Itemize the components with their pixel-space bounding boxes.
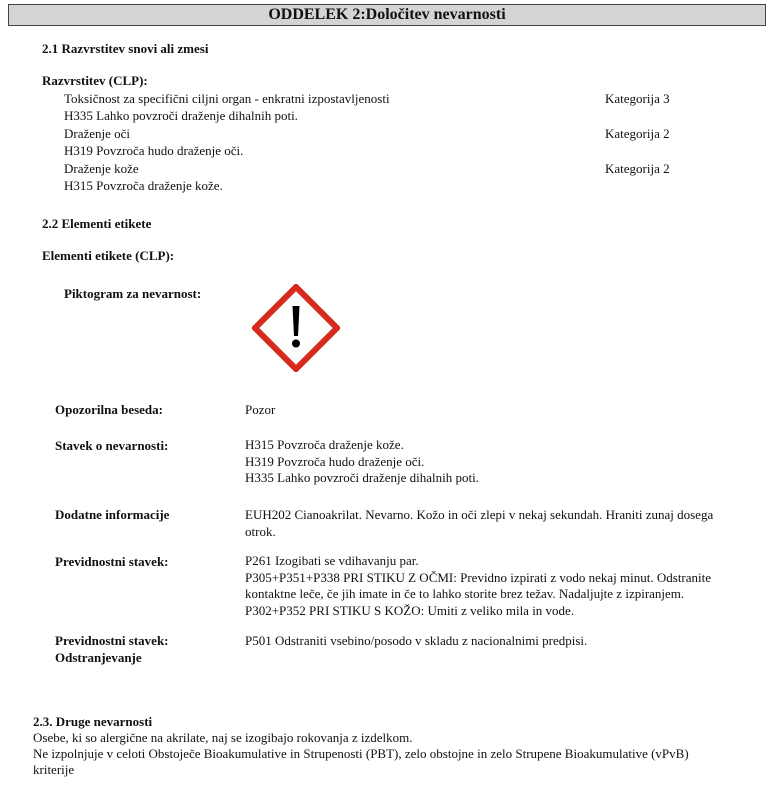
- additional-info-line: otrok.: [245, 523, 276, 539]
- precautionary-statement-line: kontaktne leče, če jih imate in če to lahko storite brez težav. Nadaljujte z izpiranjem.: [245, 586, 685, 601]
- other-hazards-text: [33, 730, 689, 778]
- heading-2-1: 2.1 Razvrstitev snovi ali zmesi: [42, 41, 209, 56]
- section-title: ODDELEK 2:Določitev nevarnosti: [8, 4, 766, 26]
- hazard-statement: H319 Povzroča hudo draženje oči.: [245, 453, 425, 469]
- precautionary-statement-line: P261 Izogibati se vdihavanju par.: [245, 553, 419, 568]
- additional-info-text: [245, 507, 713, 540]
- classification-category: Kategorija 2: [605, 126, 670, 141]
- precautionary-statement-list: [245, 553, 711, 619]
- heading-clp-classification: Razvrstitev (CLP):: [42, 73, 148, 88]
- hazard-statement: H335 Lahko povzroči draženje dihalnih poti.: [245, 470, 479, 485]
- additional-info-line: EUH202 Cianoakrilat. Nevarno. Kožo in oči zlepi v nekaj sekundah. Hraniti zunaj dosega: [245, 507, 714, 522]
- signal-word-value: Pozor: [245, 402, 276, 417]
- other-hazards-line: Osebe, ki so alergične na akrilate, naj se izogibajo rokovanja z izdelkom.: [33, 730, 413, 745]
- additional-info-label: Dodatne informacije: [55, 507, 170, 522]
- classification-text: Draženje oči: [64, 126, 131, 141]
- classification-text: H315 Povzroča draženje kože.: [64, 178, 223, 193]
- hazard-statement-label: Stavek o nevarnosti:: [55, 438, 169, 453]
- classification-text: H319 Povzroča hudo draženje oči.: [64, 143, 244, 158]
- other-hazards-line: Ne izpolnjuje v celoti Obstoječe Bioakumulative in Strupenosti (PBT), zelo obstojne in zelo Strupene Bioakumulative (vPvB): [33, 746, 689, 761]
- signal-word-label: Opozorilna beseda:: [55, 402, 163, 417]
- hazard-statement-list: [245, 437, 479, 487]
- disposal-statement: P501 Odstraniti vsebino/posodo v skladu z nacionalnimi predpisi.: [245, 633, 588, 648]
- classification-category: Kategorija 2: [605, 161, 670, 176]
- exclamation-mark-ghs07-icon: [252, 284, 340, 372]
- disposal-label-sub: Odstranjevanje: [55, 650, 142, 665]
- precautionary-statement-label: Previdnostni stavek:: [55, 554, 169, 569]
- hazard-statement: H315 Povzroča draženje kože.: [245, 437, 404, 452]
- heading-2-2: 2.2 Elementi etikete: [42, 216, 152, 231]
- precautionary-statement-line: P305+P351+P338 PRI STIKU Z OČMI: Previdno izpirati z vodo nekaj minut. Odstranite: [245, 569, 712, 585]
- classification-category: Kategorija 3: [605, 91, 670, 106]
- heading-2-3: 2.3. Druge nevarnosti: [33, 714, 153, 729]
- pictogram-label: Piktogram za nevarnost:: [64, 286, 202, 301]
- classification-text: Draženje kože: [64, 161, 139, 176]
- classification-text: H335 Lahko povzroči draženje dihalnih poti.: [64, 108, 298, 123]
- other-hazards-line: kriterije: [33, 762, 75, 777]
- disposal-label: Previdnostni stavek:: [55, 633, 169, 648]
- classification-text: Toksičnost za specifični ciljni organ - enkratni izpostavljenosti: [64, 91, 390, 106]
- precautionary-statement-line: P302+P352 PRI STIKU S KOŽO: Umiti z veliko mila in vode.: [245, 602, 575, 618]
- heading-clp-label-elements: Elementi etikete (CLP):: [42, 248, 175, 263]
